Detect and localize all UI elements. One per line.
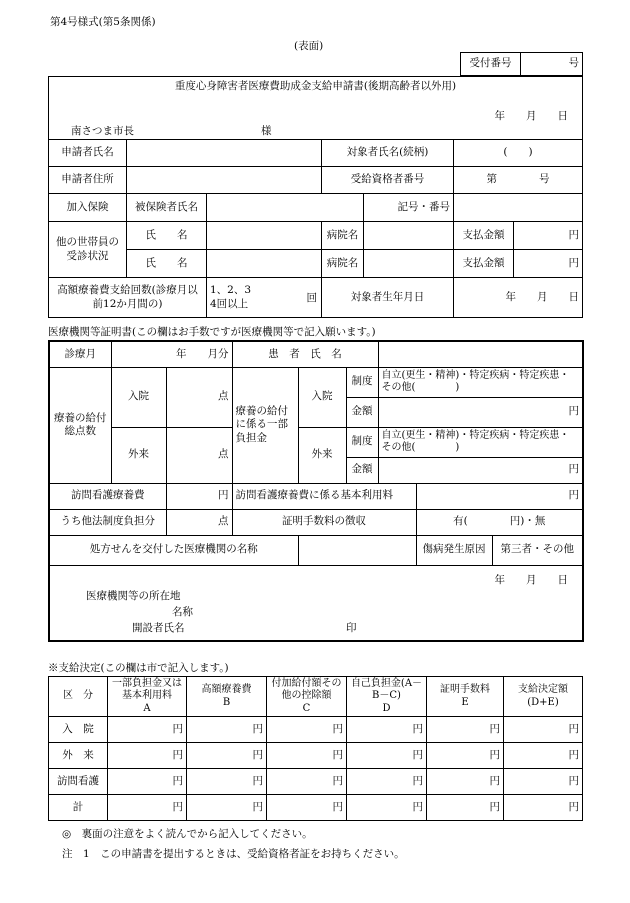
month-field[interactable] <box>111 341 232 367</box>
medical-table <box>48 340 584 642</box>
applicant-name-label: 申請者氏名 <box>49 140 127 167</box>
decision-amount-field[interactable] <box>108 717 187 743</box>
insured-name-label: 被保険者氏名 <box>127 194 207 222</box>
yen-unit: 円 <box>172 800 183 813</box>
receipt-number-box <box>460 52 583 76</box>
member2-name-field[interactable] <box>207 250 322 278</box>
decision-row-label: 計 <box>49 795 108 821</box>
yen-unit: 円 <box>252 748 263 761</box>
form-side: (表面) <box>294 40 324 52</box>
yen-unit: 円 <box>172 774 183 787</box>
dob-label: 対象者生年月日 <box>322 278 454 318</box>
yen-unit: 円 <box>412 748 423 761</box>
yen-unit: 円 <box>412 774 423 787</box>
cert-fee-value: 有( 円)・無 <box>453 515 546 528</box>
subject-name-field[interactable] <box>454 140 583 167</box>
col-category-header: 区 分 <box>49 677 108 717</box>
outpatient-points-unit: 点 <box>218 448 229 461</box>
member2-hospital-field[interactable] <box>364 250 454 278</box>
cert-date[interactable]: 年 月 日 <box>494 573 569 586</box>
public-burden-unit: 点 <box>218 515 229 528</box>
visit-nursing-label: 訪問看護療養費 <box>49 483 166 509</box>
decision-amount-field[interactable] <box>187 795 267 821</box>
symbol-label: 記号・番号 <box>364 194 454 222</box>
receipt-label: 受付番号 <box>461 53 521 76</box>
col-c-header <box>267 677 347 717</box>
decision-table <box>48 676 583 821</box>
outpatient-system-options[interactable]: 自立(更生・精神)・特定疾病・特定疾患・その他( ) <box>378 427 583 457</box>
cert-number-value: 第 号 <box>486 173 550 186</box>
inpatient-system-options[interactable]: 自立(更生・精神)・特定疾病・特定疾患・その他( ) <box>378 367 583 397</box>
high-cost-options: 1、2、3 4回以上 <box>210 284 252 310</box>
member1-payment-label: 支払金額 <box>454 222 514 250</box>
decision-amount-field[interactable] <box>427 743 504 769</box>
seal-mark: 印 <box>346 621 357 634</box>
addressee: 南さつま市長 <box>71 125 134 137</box>
member2-yen: 円 <box>568 256 579 269</box>
yen-unit: 円 <box>252 800 263 813</box>
col-e-header <box>427 677 504 717</box>
yen-unit: 円 <box>489 800 500 813</box>
facility-name-label: 名称 <box>172 605 193 618</box>
relation-paren: ( ) <box>503 146 533 159</box>
decision-amount-field[interactable] <box>347 769 427 795</box>
yen-unit: 円 <box>489 722 500 735</box>
visit-basic-label: 訪問看護療養費に係る基本利用料 <box>232 483 416 509</box>
yen-unit: 円 <box>568 748 579 761</box>
col-b-letter: B <box>222 696 231 708</box>
decision-amount-field[interactable] <box>427 717 504 743</box>
application-date[interactable]: 年 月 日 <box>494 110 568 122</box>
visit-basic-field[interactable] <box>416 483 583 509</box>
visit-nursing-field[interactable] <box>166 483 232 509</box>
patient-name-field[interactable] <box>378 341 583 367</box>
outpatient-amount-label: 金額 <box>346 457 378 483</box>
inpatient-points-unit: 点 <box>218 390 229 403</box>
cause-field[interactable] <box>492 535 583 565</box>
inpatient-amount-field[interactable] <box>378 397 583 427</box>
symbol-field[interactable] <box>454 194 583 222</box>
col-b-header <box>187 677 267 717</box>
decision-row <box>49 795 583 821</box>
cert-number-label: 受給資格者番号 <box>322 167 454 194</box>
member1-hospital-field[interactable] <box>364 222 454 250</box>
total-points-label: 療養の給付総点数 <box>49 367 111 483</box>
col-d-header <box>347 677 427 717</box>
high-cost-field[interactable] <box>207 278 322 318</box>
public-burden-field[interactable] <box>166 509 232 535</box>
col-a-header <box>108 677 187 717</box>
note-1: ◎ 裏面の注意をよく読んでから記入してください。 <box>62 828 313 840</box>
decision-amount-field[interactable] <box>427 769 504 795</box>
receipt-number-field[interactable] <box>521 53 583 76</box>
decision-row <box>49 743 583 769</box>
yen-unit: 円 <box>332 722 343 735</box>
decision-amount-field[interactable] <box>504 743 583 769</box>
decision-amount-field[interactable] <box>187 717 267 743</box>
insurance-label: 加入保険 <box>49 194 127 222</box>
location-label: 医療機関等の所在地 <box>86 589 181 602</box>
inpatient-amount-label: 金額 <box>346 397 378 427</box>
inpatient-system-label: 制度 <box>346 367 378 397</box>
cert-fee-field[interactable] <box>416 509 583 535</box>
col-d-letter: D <box>382 702 391 714</box>
yen-unit: 円 <box>412 722 423 735</box>
decision-row-label: 訪問看護 <box>49 769 108 795</box>
col-f-header: 支給決定額(D+E) <box>504 677 583 717</box>
receipt-suffix: 号 <box>568 57 579 70</box>
prescribing-label: 処方せんを交付した医療機関の名称 <box>49 535 298 565</box>
decision-amount-field[interactable] <box>187 769 267 795</box>
decision-amount-field[interactable] <box>347 795 427 821</box>
decision-amount-field[interactable] <box>187 743 267 769</box>
member2-payment-field[interactable] <box>514 250 583 278</box>
decision-amount-field[interactable] <box>267 769 347 795</box>
inpatient-points-field[interactable] <box>166 367 232 427</box>
decision-amount-field[interactable] <box>108 743 187 769</box>
col-a-letter: A <box>143 702 151 714</box>
burden-label: 療養の給付に係る一部負担金 <box>232 367 298 483</box>
subject-name-label: 対象者氏名(続柄) <box>322 140 454 167</box>
other-members-label: 他の世帯員の受診状況 <box>49 222 127 278</box>
member2-hospital-label: 病院名 <box>322 250 364 278</box>
decision-amount-field[interactable] <box>108 769 187 795</box>
outpatient-amount-yen: 円 <box>568 463 580 476</box>
cause-label: 傷病発生原因 <box>416 535 492 565</box>
yen-unit: 円 <box>332 748 343 761</box>
col-c-letter: C <box>302 702 311 714</box>
decision-amount-field[interactable] <box>267 717 347 743</box>
cause-value: 第三者・その他 <box>500 543 575 556</box>
decision-amount-field[interactable] <box>504 769 583 795</box>
outpatient-system-label: 制度 <box>346 427 378 457</box>
col-e-letter: E <box>461 696 469 708</box>
yen-unit: 円 <box>568 774 579 787</box>
applicant-name-field[interactable] <box>127 140 322 167</box>
yen-unit: 円 <box>252 774 263 787</box>
decision-amount-field[interactable] <box>267 795 347 821</box>
yen-unit: 円 <box>489 748 500 761</box>
burden-inpatient-label: 入院 <box>298 367 346 427</box>
yen-unit: 円 <box>172 748 183 761</box>
note-2: 注 1 この申請書を提出するときは、受給資格者証をお持ちください。 <box>62 848 405 860</box>
inpatient-amount-yen: 円 <box>568 405 580 418</box>
decision-amount-field[interactable] <box>108 795 187 821</box>
col-c-label: 付加給付額その他の控除額 <box>271 677 342 702</box>
application-title: 重度心身障害者医療費助成金支給申請書(後期高齢者以外用) <box>174 80 457 92</box>
month-value: 年 月分 <box>176 347 229 360</box>
honorific: 様 <box>261 125 272 137</box>
applicant-address-label: 申請者住所 <box>49 167 127 194</box>
cert-fee-label: 証明手数料の徴収 <box>232 509 416 535</box>
founder-label: 開設者氏名 <box>132 621 185 634</box>
decision-row-label: 外 来 <box>49 743 108 769</box>
visit-nursing-yen: 円 <box>218 489 229 502</box>
burden-outpatient-label: 外来 <box>298 427 346 483</box>
col-a-label: 一部負担金又は基本利用料 <box>112 677 182 702</box>
yen-unit: 円 <box>568 800 579 813</box>
col-d-label: 自己負担金(A－B－C) <box>350 677 423 702</box>
insured-name-field[interactable] <box>207 194 364 222</box>
form-number: 第4号様式(第5条関係) <box>50 16 156 28</box>
yen-unit: 円 <box>489 774 500 787</box>
prescribing-field[interactable] <box>298 535 416 565</box>
decision-row-label: 入 院 <box>49 717 108 743</box>
yen-unit: 円 <box>332 774 343 787</box>
col-b-label: 高額療養費 <box>201 684 252 695</box>
yen-unit: 円 <box>252 722 263 735</box>
member1-hospital-label: 病院名 <box>322 222 364 250</box>
member1-payment-field[interactable] <box>514 222 583 250</box>
member1-yen: 円 <box>568 228 579 241</box>
yen-unit: 円 <box>172 722 183 735</box>
yen-unit: 円 <box>412 800 423 813</box>
decision-amount-field[interactable] <box>504 717 583 743</box>
member2-payment-label: 支払金額 <box>454 250 514 278</box>
decision-row <box>49 717 583 743</box>
outpatient-label: 外来 <box>111 427 166 483</box>
times-unit: 回 <box>306 292 317 304</box>
decision-amount-field[interactable] <box>504 795 583 821</box>
member2-name-label: 氏 名 <box>127 250 207 278</box>
member1-name-field[interactable] <box>207 222 322 250</box>
cert-number-field[interactable] <box>454 167 583 194</box>
outpatient-points-field[interactable] <box>166 427 232 483</box>
dob-value: 年 月 日 <box>505 290 579 303</box>
medical-section-title: 医療機関等証明書(この欄はお手数ですが医療機関等で記入願います。) <box>48 326 376 338</box>
yen-unit: 円 <box>568 722 579 735</box>
month-label: 診療月 <box>49 341 111 367</box>
application-table <box>48 76 583 318</box>
patient-label: 患 者 氏 名 <box>232 341 378 367</box>
decision-section-title: ※支給決定(この欄は市で記入します。) <box>48 662 229 674</box>
visit-basic-yen: 円 <box>568 489 580 502</box>
decision-amount-field[interactable] <box>347 743 427 769</box>
col-e-label: 証明手数料 <box>440 684 490 695</box>
inpatient-label: 入院 <box>111 367 166 427</box>
decision-amount-field[interactable] <box>427 795 504 821</box>
applicant-address-field[interactable] <box>127 167 322 194</box>
decision-amount-field[interactable] <box>267 743 347 769</box>
member1-name-label: 氏 名 <box>127 222 207 250</box>
decision-row <box>49 769 583 795</box>
yen-unit: 円 <box>332 800 343 813</box>
high-cost-label: 高額療養費支給回数(診療月以前12か月間の) <box>49 278 207 318</box>
public-burden-label: うち他法制度負担分 <box>49 509 166 535</box>
outpatient-amount-field[interactable] <box>378 457 583 483</box>
dob-field[interactable] <box>454 278 583 318</box>
decision-amount-field[interactable] <box>347 717 427 743</box>
